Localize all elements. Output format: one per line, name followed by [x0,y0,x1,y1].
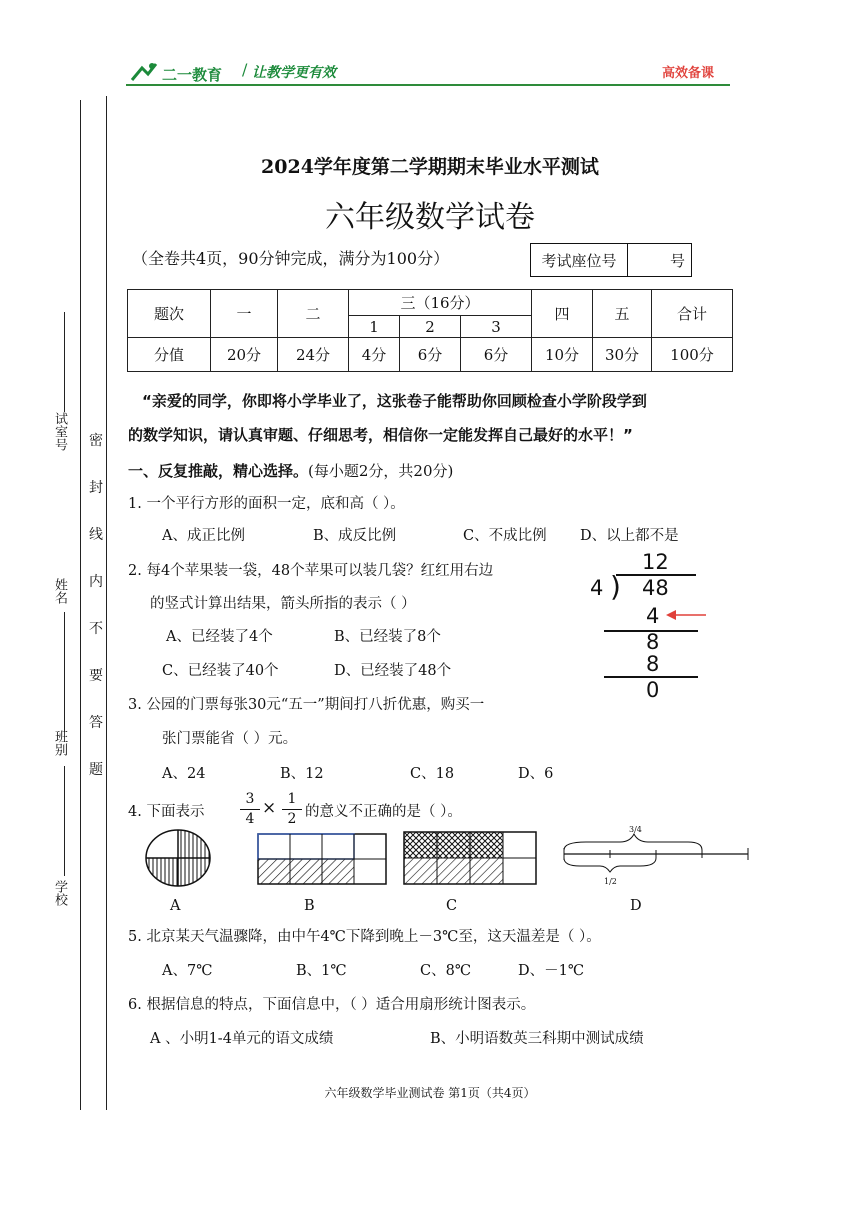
seal-char: 不 [89,621,103,637]
score-header: 三（16分） [349,290,532,316]
score-header: 一 [211,290,278,338]
q5-option: D、－1℃ [518,963,585,979]
score-cell: 4分 [349,338,400,372]
field-class-underline [64,766,65,876]
seal-char: 封 [89,480,103,496]
q1-option: C、不成比例 [463,528,547,544]
score-cell: 6分 [400,338,461,372]
score-cell: 6分 [461,338,532,372]
times-sign: × [262,798,277,818]
header-rule [126,84,730,86]
figure-d-number-line [564,826,748,886]
section-note: (每小题2分，共20分) [308,462,454,480]
score-cell: 20分 [211,338,278,372]
fraction-numerator: 3 [245,791,255,807]
q5-option: A、7℃ [162,963,213,979]
intro-line: “亲爱的同学，你即将小学毕业了，这张卷子能帮助你回顾检查小学阶段学到 [142,392,647,410]
field-room: 试室号 [52,412,67,451]
header-right-label: 高效备课 [662,66,715,81]
q5-option: C、8℃ [420,963,472,979]
long-division-figure [586,548,706,704]
division-quotient: 12 [642,550,669,574]
d-top-label: 3/4 [629,826,642,834]
page-footer: 六年级数学毕业测试卷 第1页（共4页） [324,1086,536,1100]
q1-option: B、成反比例 [313,528,397,544]
figure-c-grid [404,832,536,884]
q2-option: B、已经装了8个 [334,629,441,645]
q2-option: C、已经装了40个 [162,663,279,679]
division-step-8: 8 [646,630,660,654]
fraction-denominator: 2 [282,809,302,829]
score-cell: 分值 [128,338,211,372]
q2-option: D、已经装了48个 [334,663,452,679]
q1-text: 1. 一个平行方形的面积一定，底和高（ ）。 [128,496,405,512]
seal-char: 线 [89,527,103,543]
q4-suffix: 的意义不正确的是（ ）。 [305,804,462,820]
q1-option: D、以上都不是 [580,528,679,544]
score-header: 二 [278,290,349,338]
division-divisor: 4 [590,576,604,600]
seat-number-box [530,243,692,277]
score-cell: 30分 [593,338,652,372]
seat-suffix: 号 [669,251,685,270]
figure-b-grid [258,834,386,884]
q6-option: B、小明语数英三科期中测试成绩 [430,1031,644,1047]
score-cell: 24分 [278,338,349,372]
score-header: 五 [593,290,652,338]
score-cell: 100分 [652,338,733,372]
brand-name: 二一教育 [162,66,223,84]
field-name-underline [64,612,65,732]
division-bracket: ) [610,570,621,603]
seal-char: 要 [89,668,103,684]
division-remainder: 0 [646,678,660,702]
fraction-one-half [282,790,302,829]
score-header: 四 [532,290,593,338]
score-subheader: 2 [400,316,461,338]
q6-text: 6. 根据信息的特点，下面信息中，（ ）适合用扇形统计图表示。 [128,997,536,1013]
field-class: 班别 [52,730,67,756]
score-cell: 10分 [532,338,593,372]
exam-subtitle: 六年级数学试卷 [325,200,535,235]
q3-option: C、18 [410,766,455,782]
score-subheader: 3 [461,316,532,338]
figure-label: C [446,898,458,914]
q5-text: 5. 北京某天气温骤降，由中午4℃下降到晚上－3℃至，这天温差是（ ）。 [128,929,601,945]
score-header: 题次 [128,290,211,338]
field-room-underline [64,312,65,412]
red-arrow-icon [666,608,706,622]
field-school: 学校 [52,880,67,906]
q3-text: 张门票能省（ ）元。 [162,731,298,747]
q3-option: A、24 [162,766,206,782]
q2-option: A、已经装了4个 [166,629,273,645]
fraction-three-quarters [240,790,260,829]
binding-line-inner [106,96,107,1110]
seal-char: 密 [89,433,103,449]
header-separator: / [242,60,248,79]
exam-title: 2024学年度第二学期期末毕业水平测试 [261,156,599,178]
section-title [128,460,453,481]
figure-label: A [170,898,181,914]
division-dividend: 48 [642,576,669,600]
q6-option: A 、小明1-4单元的语文成绩 [150,1031,334,1047]
seal-char: 答 [89,715,103,731]
binding-line-outer [80,100,81,1110]
figure-label: B [304,898,315,914]
q3-option: D、6 [518,766,554,782]
d-bottom-label: 1/2 [604,877,617,886]
score-subheader: 1 [349,316,400,338]
figure-label: D [630,898,642,914]
exam-info: （全卷共4页，90分钟完成，满分为100分） [132,249,450,268]
header-slogan: 让教学更有效 [252,65,336,81]
division-step-4: 4 [646,604,660,628]
brand-logo [128,60,238,86]
q3-option: B、12 [280,766,324,782]
q5-option: B、1℃ [296,963,347,979]
section-heading: 一、反复推敲，精心选择。 [128,462,309,480]
division-step-8b: 8 [646,652,660,676]
field-name: 姓名 [52,578,67,604]
q3-text: 3. 公园的门票每张30元“五一”期间打八折优惠，购买一 [128,697,485,713]
seat-label: 考试座位号 [531,244,628,276]
score-table [127,289,733,372]
q2-text: 2. 每4个苹果装一袋，48个苹果可以装几袋？红红用右边 [128,563,494,579]
q1-option: A、成正比例 [162,528,245,544]
score-header: 合计 [652,290,733,338]
figure-a-circle [146,830,210,886]
q4-prefix: 4. 下面表示 [128,804,205,820]
seal-char: 题 [89,762,103,778]
intro-line: 的数学知识，请认真审题、仔细思考，相信你一定能发挥自己最好的水平！” [128,426,633,444]
q2-text: 的竖式计算出结果，箭头所指的表示（ ） [150,596,416,612]
fraction-denominator: 4 [240,809,260,829]
q4-figures [140,826,760,896]
seal-char: 内 [89,574,103,590]
fraction-numerator: 1 [287,791,297,807]
